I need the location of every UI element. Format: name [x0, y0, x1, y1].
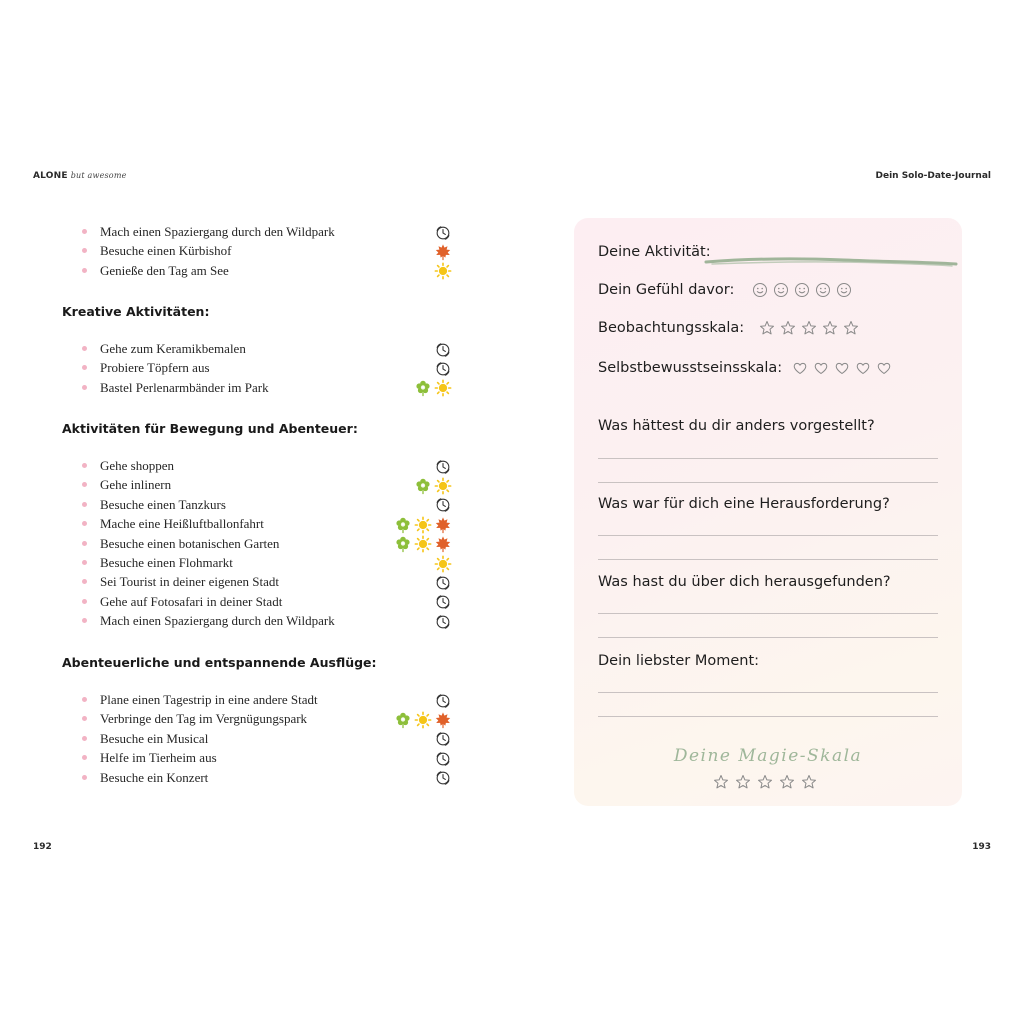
- star-icon[interactable]: [757, 774, 773, 790]
- clock-icon: [434, 360, 452, 378]
- answer-line[interactable]: [598, 482, 938, 483]
- autumn-leaf-icon: [434, 516, 452, 534]
- bullet-dot: [82, 755, 87, 760]
- list-item: [82, 359, 452, 378]
- clock-icon: [434, 730, 452, 748]
- answer-line[interactable]: [598, 559, 938, 560]
- spring-flower-icon: [394, 711, 412, 729]
- season-icons: [434, 593, 452, 612]
- book-title-main: ALONE: [33, 171, 68, 181]
- list-item: [82, 730, 452, 749]
- clock-icon: [434, 341, 452, 359]
- list-item: [82, 593, 452, 612]
- season-icons: [434, 223, 452, 242]
- season-icons: [434, 769, 452, 788]
- list-item: [82, 691, 452, 710]
- list-item: [82, 223, 452, 242]
- season-icons: [414, 379, 452, 398]
- list-item-text: Verbringe den Tag im Vergnügungspark: [100, 711, 308, 727]
- list-item-text: Mach einen Spaziergang durch den Wildpark: [100, 613, 335, 629]
- list-item-text: Sei Tourist in deiner eigenen Stadt: [100, 574, 280, 590]
- autumn-leaf-icon: [434, 711, 452, 729]
- answer-line[interactable]: [598, 716, 938, 717]
- spring-flower-icon: [394, 516, 412, 534]
- clock-icon: [434, 458, 452, 476]
- smiley-icon[interactable]: [836, 282, 852, 298]
- season-icons: [394, 535, 452, 554]
- question-favorite-moment: Dein liebster Moment:: [598, 653, 760, 669]
- heart-icon[interactable]: [876, 360, 892, 376]
- star-icon[interactable]: [759, 320, 775, 336]
- list-item-text: Besuche einen Flohmarkt: [100, 555, 233, 570]
- spring-flower-icon: [394, 535, 412, 553]
- answer-line[interactable]: [598, 535, 938, 536]
- list-item-text: Besuche einen Kürbishof: [100, 243, 232, 259]
- bullet-dot: [82, 697, 87, 702]
- smiley-icon[interactable]: [794, 282, 810, 298]
- list-item: [82, 476, 452, 495]
- spring-flower-icon: [414, 379, 432, 397]
- list-item: [82, 262, 452, 281]
- list-item-text: Besuche einen Tanzkurs: [100, 496, 226, 512]
- season-icons: [434, 691, 452, 710]
- smiley-icon[interactable]: [752, 282, 768, 298]
- observation-label: Beobachtungsskala:: [598, 320, 745, 336]
- list-item-text: Besuche ein Konzert: [100, 769, 209, 785]
- clock-icon: [434, 593, 452, 611]
- list-item-text: Gehe shoppen: [100, 458, 175, 473]
- sun-icon: [434, 477, 452, 495]
- season-icons: [434, 496, 452, 515]
- bullet-dot: [82, 482, 87, 487]
- clock-icon: [434, 496, 452, 514]
- list-item-text: Mache eine Heißluftballonfahrt: [100, 516, 264, 532]
- autumn-leaf-icon: [434, 535, 452, 553]
- heart-icon[interactable]: [855, 360, 871, 376]
- clock-icon: [434, 574, 452, 592]
- list-item: [82, 554, 452, 573]
- autumn-leaf-icon: [434, 243, 452, 261]
- season-icons: [434, 457, 452, 476]
- season-icons: [434, 359, 452, 378]
- feeling-label: Dein Gefühl davor:: [598, 282, 735, 298]
- season-icons: [434, 612, 452, 631]
- heart-icon[interactable]: [834, 360, 850, 376]
- list-item-text: Gehe zum Keramikbemalen: [100, 341, 246, 356]
- star-icon[interactable]: [822, 320, 838, 336]
- list-item: [82, 749, 452, 768]
- answer-line[interactable]: [598, 613, 938, 614]
- answer-line[interactable]: [598, 692, 938, 693]
- page-number-right: 193: [972, 842, 991, 852]
- bullet-dot: [82, 579, 87, 584]
- star-icon[interactable]: [735, 774, 751, 790]
- star-icon[interactable]: [780, 320, 796, 336]
- sun-icon: [434, 379, 452, 397]
- feeling-scale[interactable]: [752, 282, 852, 298]
- clock-icon: [434, 769, 452, 787]
- smiley-icon[interactable]: [815, 282, 831, 298]
- list-item: [82, 612, 452, 631]
- sun-icon: [414, 711, 432, 729]
- bullet-dot: [82, 229, 87, 234]
- star-icon[interactable]: [713, 774, 729, 790]
- page-number-left: 192: [33, 842, 52, 852]
- list-item: [82, 535, 452, 554]
- question-expectation: Was hättest du dir anders vorgestellt?: [598, 418, 875, 434]
- star-icon[interactable]: [843, 320, 859, 336]
- season-icons: [434, 554, 452, 573]
- bullet-dot: [82, 541, 87, 546]
- answer-line[interactable]: [598, 637, 938, 638]
- list-item: [82, 496, 452, 515]
- sun-icon: [414, 535, 432, 553]
- heart-icon[interactable]: [813, 360, 829, 376]
- season-icons: [434, 262, 452, 281]
- list-item-text: Mach einen Spaziergang durch den Wildpark: [100, 224, 335, 239]
- smiley-icon[interactable]: [773, 282, 789, 298]
- sun-icon: [414, 516, 432, 534]
- list-item-text: Gehe inlinern: [100, 477, 172, 493]
- bullet-dot: [82, 599, 87, 604]
- list-item: [82, 573, 452, 592]
- sun-icon: [434, 262, 452, 280]
- list-item: [82, 242, 452, 261]
- list-item: [82, 515, 452, 534]
- season-icons: [414, 476, 452, 495]
- sun-icon: [434, 555, 452, 573]
- bullet-dot: [82, 385, 87, 390]
- list-item-text: Genieße den Tag am See: [100, 262, 229, 278]
- bullet-dot: [82, 716, 87, 721]
- answer-line[interactable]: [598, 458, 938, 459]
- season-icons: [394, 515, 452, 534]
- question-challenge: Was war für dich eine Herausforderung?: [598, 496, 890, 512]
- list-item-text: Bastel Perlenarmbänder im Park: [100, 379, 269, 395]
- season-icons: [434, 749, 452, 768]
- season-icons: [434, 730, 452, 749]
- list-item-text: Besuche einen botanischen Garten: [100, 535, 280, 551]
- star-icon[interactable]: [779, 774, 795, 790]
- clock-icon: [434, 613, 452, 631]
- bullet-dot: [82, 521, 87, 526]
- bullet-dot: [82, 502, 87, 507]
- list-item: [82, 457, 452, 476]
- list-item-text: Plane einen Tagestrip in eine andere Stadt: [100, 692, 318, 707]
- list-item: [82, 769, 452, 788]
- list-item-text: Probiere Töpfern aus: [100, 360, 210, 376]
- list-item: [82, 710, 452, 729]
- question-discovery: Was hast du über dich herausgefunden?: [598, 574, 891, 590]
- list-item-text: Helfe im Tierheim aus: [100, 750, 217, 766]
- bullet-dot: [82, 618, 87, 623]
- spring-flower-icon: [414, 477, 432, 495]
- bullet-dot: [82, 560, 87, 565]
- bullet-dot: [82, 365, 87, 370]
- clock-icon: [434, 750, 452, 768]
- season-icons: [434, 242, 452, 261]
- clock-icon: [434, 224, 452, 242]
- list-item-text: Gehe auf Fotosafari in deiner Stadt: [100, 593, 283, 609]
- star-icon[interactable]: [801, 320, 817, 336]
- star-icon[interactable]: [801, 774, 817, 790]
- clock-icon: [434, 692, 452, 710]
- magic-scale-label: Deine Magie-Skala: [673, 746, 863, 766]
- chapter-title: Dein Solo-Date-Journal: [875, 171, 991, 181]
- heart-icon[interactable]: [792, 360, 808, 376]
- bullet-dot: [82, 248, 87, 253]
- bullet-dot: [82, 346, 87, 351]
- bullet-dot: [82, 736, 87, 741]
- list-item: [82, 379, 452, 398]
- section-title-bewegung: Aktivitäten für Bewegung und Abenteuer:: [62, 421, 358, 436]
- bullet-dot: [82, 268, 87, 273]
- section-title-kreativ: Kreative Aktivitäten:: [62, 304, 210, 319]
- book-title-script: but awesome: [70, 171, 127, 180]
- brush-stroke-line: [704, 255, 959, 269]
- confidence-label: Selbstbewusstseinsskala:: [598, 360, 783, 376]
- season-icons: [434, 573, 452, 592]
- bullet-dot: [82, 463, 87, 468]
- bullet-dot: [82, 775, 87, 780]
- magic-scale[interactable]: [713, 774, 817, 790]
- activity-label: Deine Aktivität:: [598, 244, 711, 260]
- section-title-ausfluege: Abenteuerliche und entspannende Ausflüge:: [62, 655, 377, 670]
- season-icons: [394, 710, 452, 729]
- journal-card: [574, 218, 962, 806]
- observation-scale[interactable]: [759, 320, 859, 336]
- confidence-scale[interactable]: [792, 360, 892, 376]
- list-item: [82, 340, 452, 359]
- season-icons: [434, 340, 452, 359]
- list-item-text: Besuche ein Musical: [100, 730, 209, 746]
